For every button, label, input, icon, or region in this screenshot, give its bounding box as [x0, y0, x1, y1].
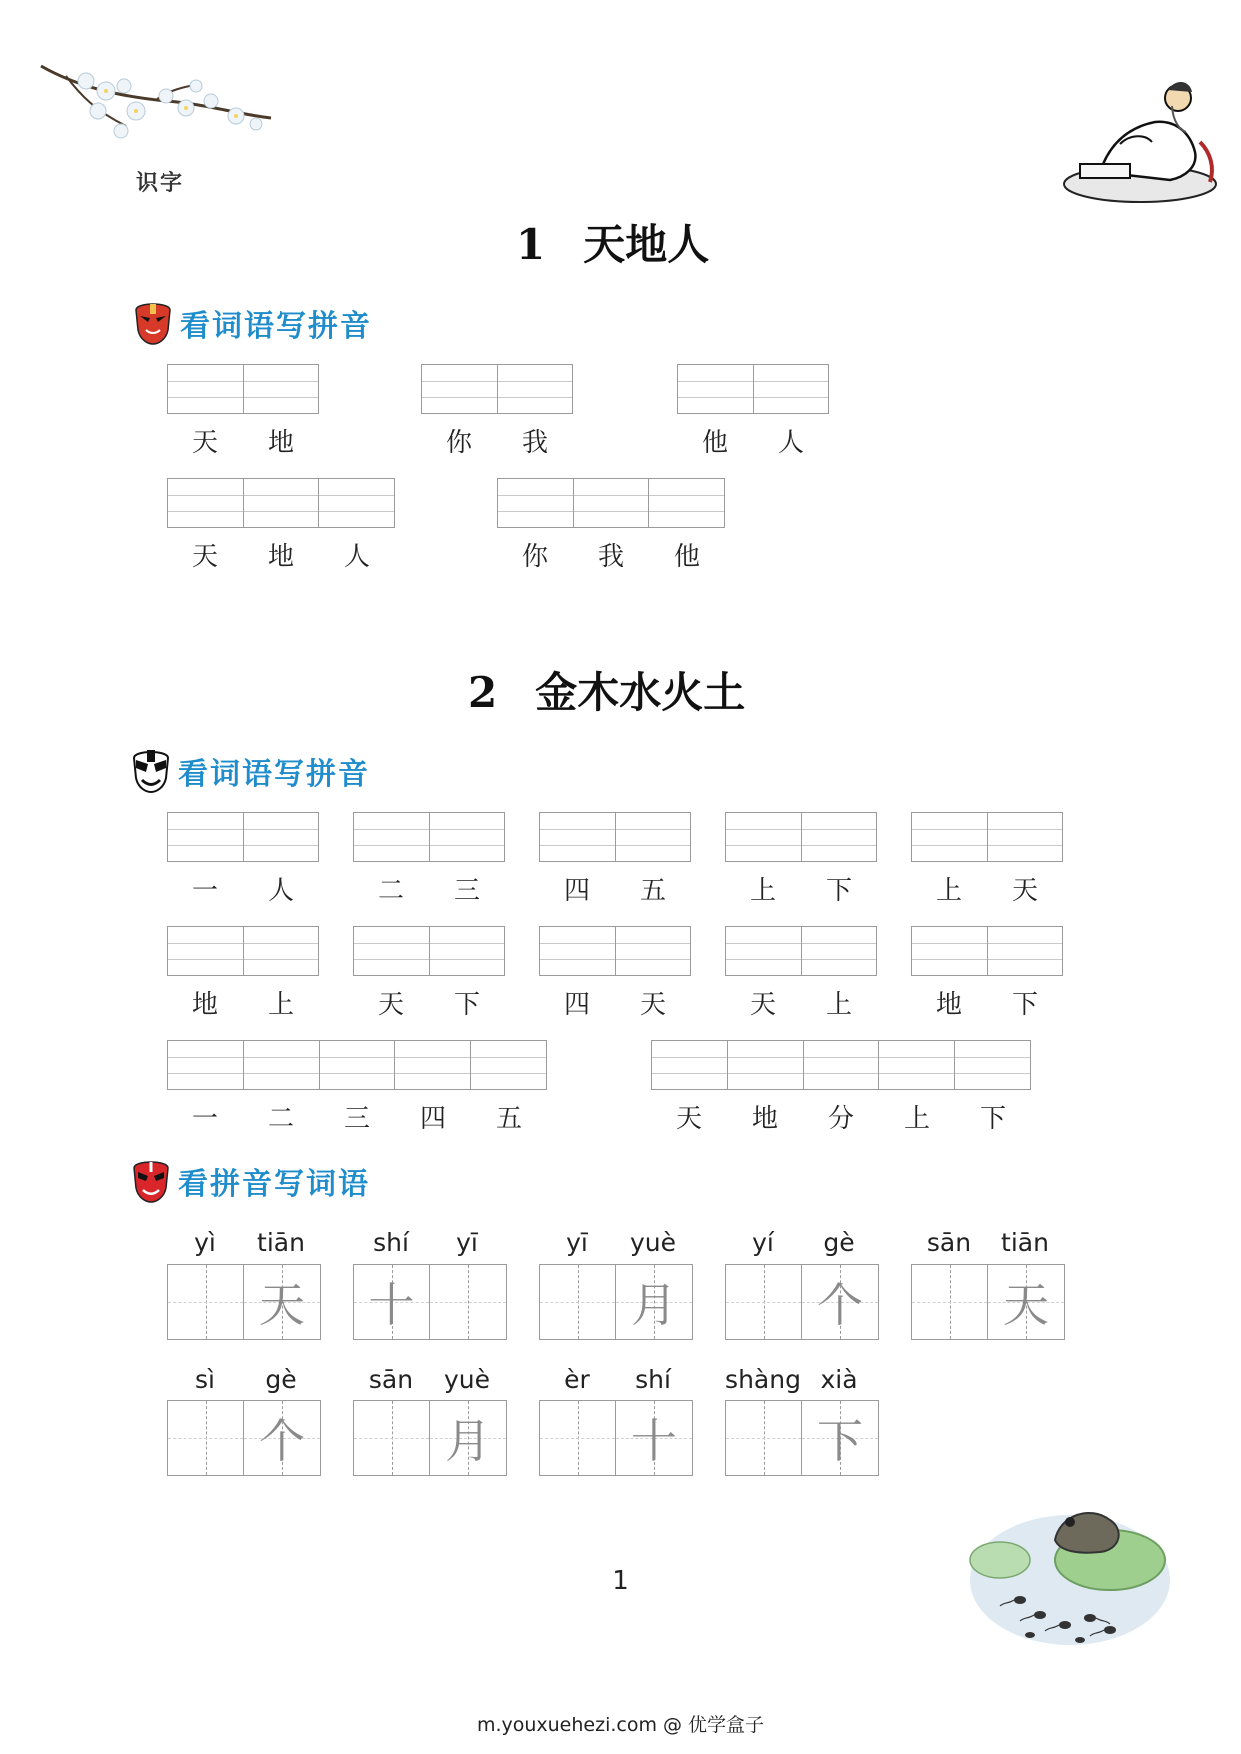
word-character: 五: [639, 876, 666, 906]
trace-character: 月: [445, 1414, 491, 1468]
plum-blossom-branch-decoration: [36, 56, 276, 166]
pinyin-writing-grid[interactable]: [421, 364, 573, 414]
word-character: 地: [267, 542, 294, 572]
lesson-1-name: 天地人: [583, 220, 710, 269]
trace-character: 个: [817, 1278, 863, 1332]
pinyin-writing-grid[interactable]: [539, 812, 691, 862]
trace-character: 天: [1003, 1278, 1049, 1332]
opera-mask-icon: [130, 748, 172, 794]
pinyin-writing-grid[interactable]: [167, 926, 319, 976]
pinyin-writing-grid[interactable]: [677, 364, 829, 414]
opera-mask-icon: [130, 1158, 172, 1204]
trace-character: 个: [259, 1414, 305, 1468]
pinyin-writing-grid[interactable]: [497, 478, 725, 528]
opera-mask-icon: [132, 300, 174, 346]
pinyin-syllable: yī: [456, 1228, 478, 1257]
word-character: 你: [521, 542, 548, 572]
word-character: 四: [563, 876, 590, 906]
section-heading-text: 看词语写拼音: [180, 309, 372, 344]
word-character: 三: [343, 1104, 370, 1134]
pinyin-writing-grid[interactable]: [167, 478, 395, 528]
pinyin-syllable: shàng: [725, 1365, 801, 1394]
word-character: 二: [377, 876, 404, 906]
trace-character: 十: [368, 1278, 415, 1332]
word-character: 下: [1011, 990, 1038, 1020]
word-character: 人: [777, 428, 804, 458]
word-character: 上: [935, 876, 962, 906]
character-writing-grid[interactable]: [539, 1264, 693, 1340]
word-character: 天: [675, 1104, 702, 1134]
word-character: 地: [935, 990, 962, 1020]
word-character: 天: [639, 990, 666, 1020]
word-character: 天: [191, 428, 218, 458]
word-character: 天: [1011, 876, 1038, 906]
word-character: 人: [267, 876, 294, 906]
word-character: 二: [267, 1104, 294, 1134]
pinyin-syllable: yī: [566, 1228, 588, 1257]
word-character: 他: [673, 542, 700, 572]
word-character: 地: [267, 428, 294, 458]
pinyin-syllable: gè: [265, 1365, 297, 1394]
pinyin-syllable: yuè: [443, 1365, 491, 1394]
word-character: 下: [453, 990, 480, 1020]
word-character: 人: [343, 542, 370, 572]
section-header-write-pinyin-2: [130, 748, 370, 794]
character-writing-grid[interactable]: [167, 1400, 321, 1476]
character-writing-grid[interactable]: [725, 1264, 879, 1340]
pinyin-syllable: shí: [373, 1228, 409, 1257]
pinyin-syllable: yuè: [629, 1228, 677, 1257]
trace-character: 十: [631, 1414, 677, 1468]
word-character: 下: [979, 1104, 1006, 1134]
category-label: 识字: [136, 170, 185, 196]
word-character: 天: [749, 990, 776, 1020]
pinyin-syllable: sān: [368, 1365, 414, 1394]
pinyin-syllable: tiān: [257, 1228, 305, 1257]
pinyin-writing-grid[interactable]: [167, 1040, 547, 1090]
pinyin-writing-grid[interactable]: [725, 812, 877, 862]
lesson-2-title: [468, 660, 745, 720]
pinyin-writing-grid[interactable]: [651, 1040, 1031, 1090]
section-header-write-words: [130, 1158, 370, 1204]
trace-character: 下: [817, 1414, 863, 1468]
pinyin-syllable: yì: [194, 1228, 216, 1257]
pinyin-writing-grid[interactable]: [911, 926, 1063, 976]
word-character: 他: [701, 428, 728, 458]
word-character: 你: [445, 428, 472, 458]
character-writing-grid[interactable]: [167, 1264, 321, 1340]
pinyin-syllable: gè: [823, 1228, 855, 1257]
word-character: 四: [563, 990, 590, 1020]
word-character: 天: [191, 542, 218, 572]
trace-character: 月: [631, 1278, 677, 1332]
section-heading-text: 看拼音写词语: [178, 1167, 370, 1202]
character-writing-grid[interactable]: [725, 1400, 879, 1476]
lesson-1-number: 1: [516, 220, 546, 269]
page-number: 1: [612, 1566, 629, 1596]
character-writing-grid[interactable]: [353, 1400, 507, 1476]
pinyin-writing-grid[interactable]: [725, 926, 877, 976]
word-character: 五: [495, 1104, 522, 1134]
pinyin-syllable: sān: [926, 1228, 972, 1257]
pinyin-writing-grid[interactable]: [353, 926, 505, 976]
section-heading-text: 看词语写拼音: [178, 757, 370, 792]
pinyin-syllable: shí: [635, 1365, 671, 1394]
word-character: 分: [827, 1104, 854, 1134]
word-character: 一: [191, 876, 218, 906]
trace-character: 天: [259, 1278, 305, 1332]
character-writing-grid[interactable]: [539, 1400, 693, 1476]
pinyin-writing-grid[interactable]: [353, 812, 505, 862]
word-character: 三: [453, 876, 480, 906]
word-character: 地: [751, 1104, 778, 1134]
character-writing-grid[interactable]: [353, 1264, 507, 1340]
word-character: 下: [825, 876, 852, 906]
word-character: 我: [521, 428, 548, 458]
pinyin-syllable: xià: [820, 1365, 858, 1394]
pinyin-syllable: sì: [195, 1365, 215, 1394]
character-writing-grid[interactable]: [911, 1264, 1065, 1340]
word-character: 一: [191, 1104, 218, 1134]
word-character: 上: [749, 876, 776, 906]
word-character: 我: [597, 542, 624, 572]
pinyin-syllable: èr: [564, 1365, 590, 1394]
lesson-2-number: 2: [468, 668, 498, 717]
footer-source: m.youxuehezi.com @ 优学盒子: [476, 1714, 765, 1736]
lesson-2-name: 金木水火土: [535, 668, 746, 717]
pinyin-syllable: tiān: [1001, 1228, 1049, 1257]
word-character: 四: [419, 1104, 446, 1134]
pinyin-writing-grid[interactable]: [167, 812, 319, 862]
word-character: 上: [267, 990, 294, 1020]
pinyin-writing-grid[interactable]: [539, 926, 691, 976]
word-character: 上: [825, 990, 852, 1020]
section-header-write-pinyin-1: [132, 300, 372, 346]
pinyin-syllable: yí: [752, 1228, 774, 1257]
word-character: 上: [903, 1104, 930, 1134]
lesson-1-title: [516, 212, 709, 272]
pinyin-writing-grid[interactable]: [167, 364, 319, 414]
word-character: 地: [191, 990, 218, 1020]
pinyin-writing-grid[interactable]: [911, 812, 1063, 862]
word-character: 天: [377, 990, 404, 1020]
ancient-scholar-illustration: [1060, 72, 1220, 212]
